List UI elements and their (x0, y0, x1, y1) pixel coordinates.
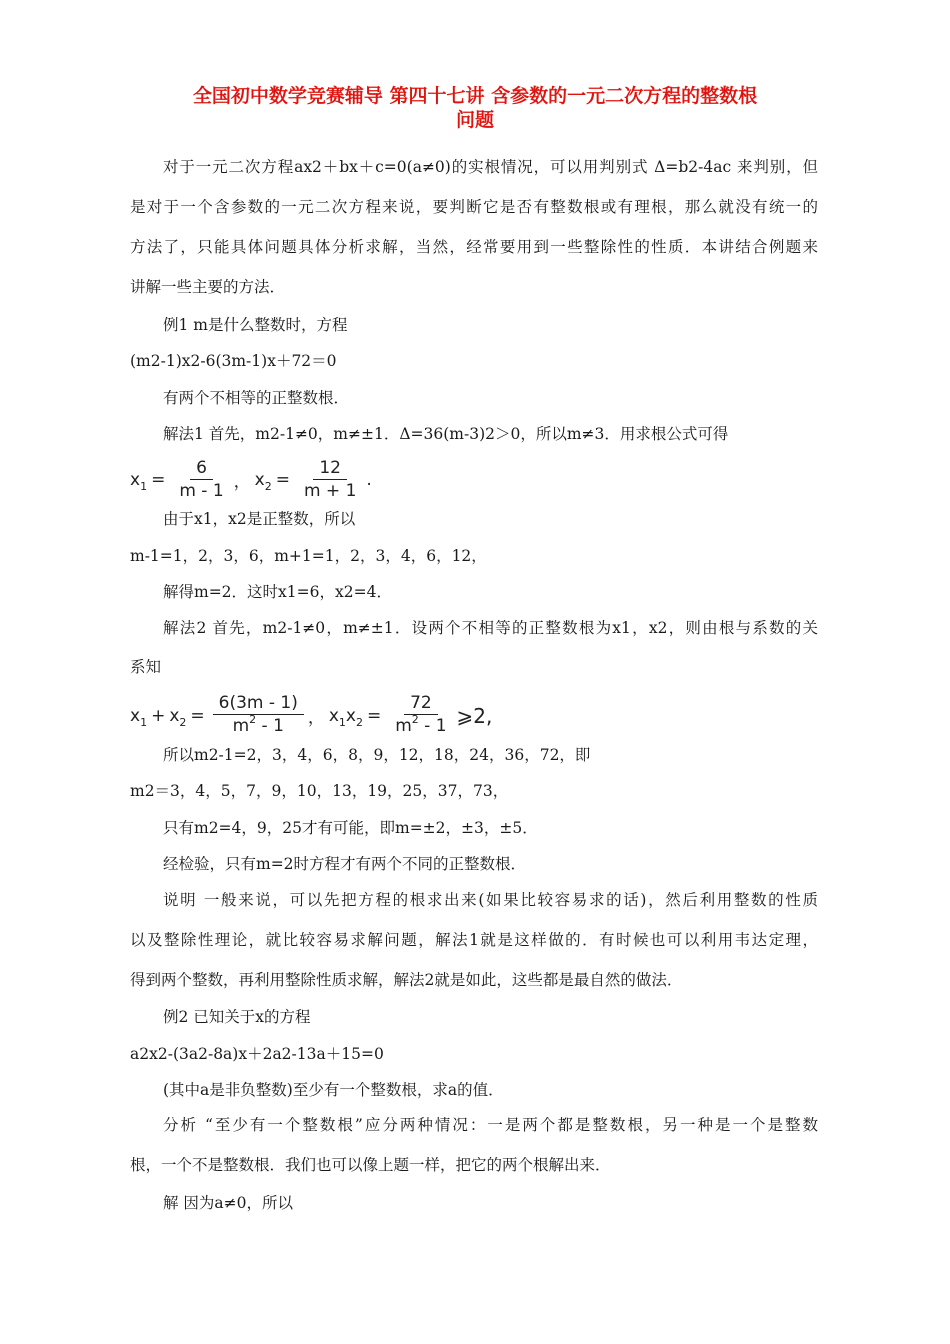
solution-line: 解 因为a≠0，所以 (163, 1194, 294, 1212)
solution-line: 解法2 首先，m2-1≠0，m≠±1．设两个不相等的正整数根为x1，x2，则由根与系数的关 (163, 619, 818, 637)
equation-line: a2x2-(3a2-8a)x＋2a2-13a＋15=0 (130, 1045, 384, 1063)
solution-line: m2＝3，4，5，7，9，10，13，19，25，37，73， (130, 782, 509, 800)
fraction-denominator: m - 1 (179, 481, 224, 501)
inequality-tail: ⩾2, (456, 703, 493, 728)
plus-sign: + (151, 705, 166, 726)
x2-symbol: $x_2$ (169, 705, 187, 729)
document-title: 全国初中数学竞赛辅导 第四十七讲 含参数的一元二次方程的整数根 (192, 85, 758, 107)
fraction-sum (213, 693, 304, 738)
fraction-denominator: m + 1 (303, 481, 357, 501)
fraction-numerator: 72 (404, 693, 438, 715)
fraction-x2 (298, 458, 362, 501)
x1-symbol: $x_1$ (130, 469, 148, 493)
x1x2-symbol: $x_1x_2$ (328, 705, 363, 729)
fraction-numerator: 6 (190, 458, 213, 480)
root-formula (130, 458, 372, 501)
analysis-line: 分析 “至少有一个整数根”应分两种情况：一是两个都是整数根，另一种是一个是整数 (163, 1116, 818, 1134)
fraction-numerator: 12 (313, 458, 347, 480)
fraction-denominator: $m^2 - 1$ (232, 713, 284, 736)
solution-line: m-1=1，2，3，6，m+1=1，2，3，4，6，12， (130, 547, 487, 565)
paragraph-line: 是对于一个含参数的一元二次方程来说，要判断它是否有整数根或有理根，那么就没有统一的 (130, 198, 818, 216)
analysis-line: 根，一个不是整数根．我们也可以像上题一样，把它的两个根解出来． (130, 1156, 611, 1174)
paragraph-line: 讲解一些主要的方法． (130, 278, 286, 296)
x1-symbol: $x_1$ (130, 705, 148, 729)
fraction-numerator: 6(3m - 1) (213, 693, 304, 715)
paragraph-line: (其中a是非负整数)至少有一个整数根，求a的值． (163, 1081, 504, 1099)
equals-sign: = (275, 469, 290, 490)
solution-line: 经检验，只有m=2时方程才有两个不同的正整数根． (163, 855, 527, 873)
equals-sign: = (151, 469, 166, 490)
note-line: 得到两个整数，再利用整除性质求解，解法2就是如此，这些都是最自然的做法． (130, 971, 683, 989)
fraction-product (389, 693, 452, 738)
solution-line: 所以m2-1=2，3，4，6，8，9，12，18，24，36，72，即 (163, 746, 591, 764)
example-heading: 例1 m是什么整数时，方程 (163, 316, 348, 334)
example-heading: 例2 已知关于x的方程 (163, 1008, 311, 1026)
solution-line: 只有m2=4，9，25才有可能，即m=±2，±3，±5． (163, 819, 538, 837)
equals-sign: = (366, 705, 382, 726)
note-line: 以及整除性理论，就比较容易求解问题，解法1就是这样做的．有时候也可以利用韦达定理， (130, 931, 818, 949)
document-title-continued: 问题 (455, 109, 494, 131)
fraction-denominator: $m^2 - 1$ (395, 713, 447, 736)
paragraph-line: 方法了，只能具体问题具体分析求解，当然，经常要用到一些整除性的性质．本讲结合例题来 (130, 238, 818, 256)
vieta-formula (130, 693, 492, 738)
solution-line: 解法1 首先，m2-1≠0，m≠±1．Δ=36(m-3)2＞0，所以m≠3．用求根公式可得 (163, 425, 729, 443)
period: . (366, 469, 372, 490)
separator: ， (233, 472, 251, 492)
solution-line: 由于x1，x2是正整数，所以 (163, 510, 356, 528)
note-line: 说明 一般来说，可以先把方程的根求出来(如果比较容易求的话)，然后利用整数的性质 (163, 891, 818, 909)
paragraph-line: 有两个不相等的正整数根． (163, 389, 350, 407)
separator: ， (307, 708, 325, 728)
equation-line: (m2-1)x2-6(3m-1)x＋72＝0 (130, 352, 337, 370)
paragraph-line: 对于一元二次方程ax2＋bx＋c=0(a≠0)的实根情况，可以用判别式 Δ=b2-4ac 来判别，但 (163, 158, 818, 176)
x2-symbol: $x_2$ (254, 469, 272, 493)
solution-line: 解得m=2．这时x1=6，x2=4． (163, 583, 392, 601)
solution-line: 系知 (130, 658, 162, 676)
equals-sign: = (190, 705, 205, 726)
fraction-x1 (173, 458, 229, 501)
